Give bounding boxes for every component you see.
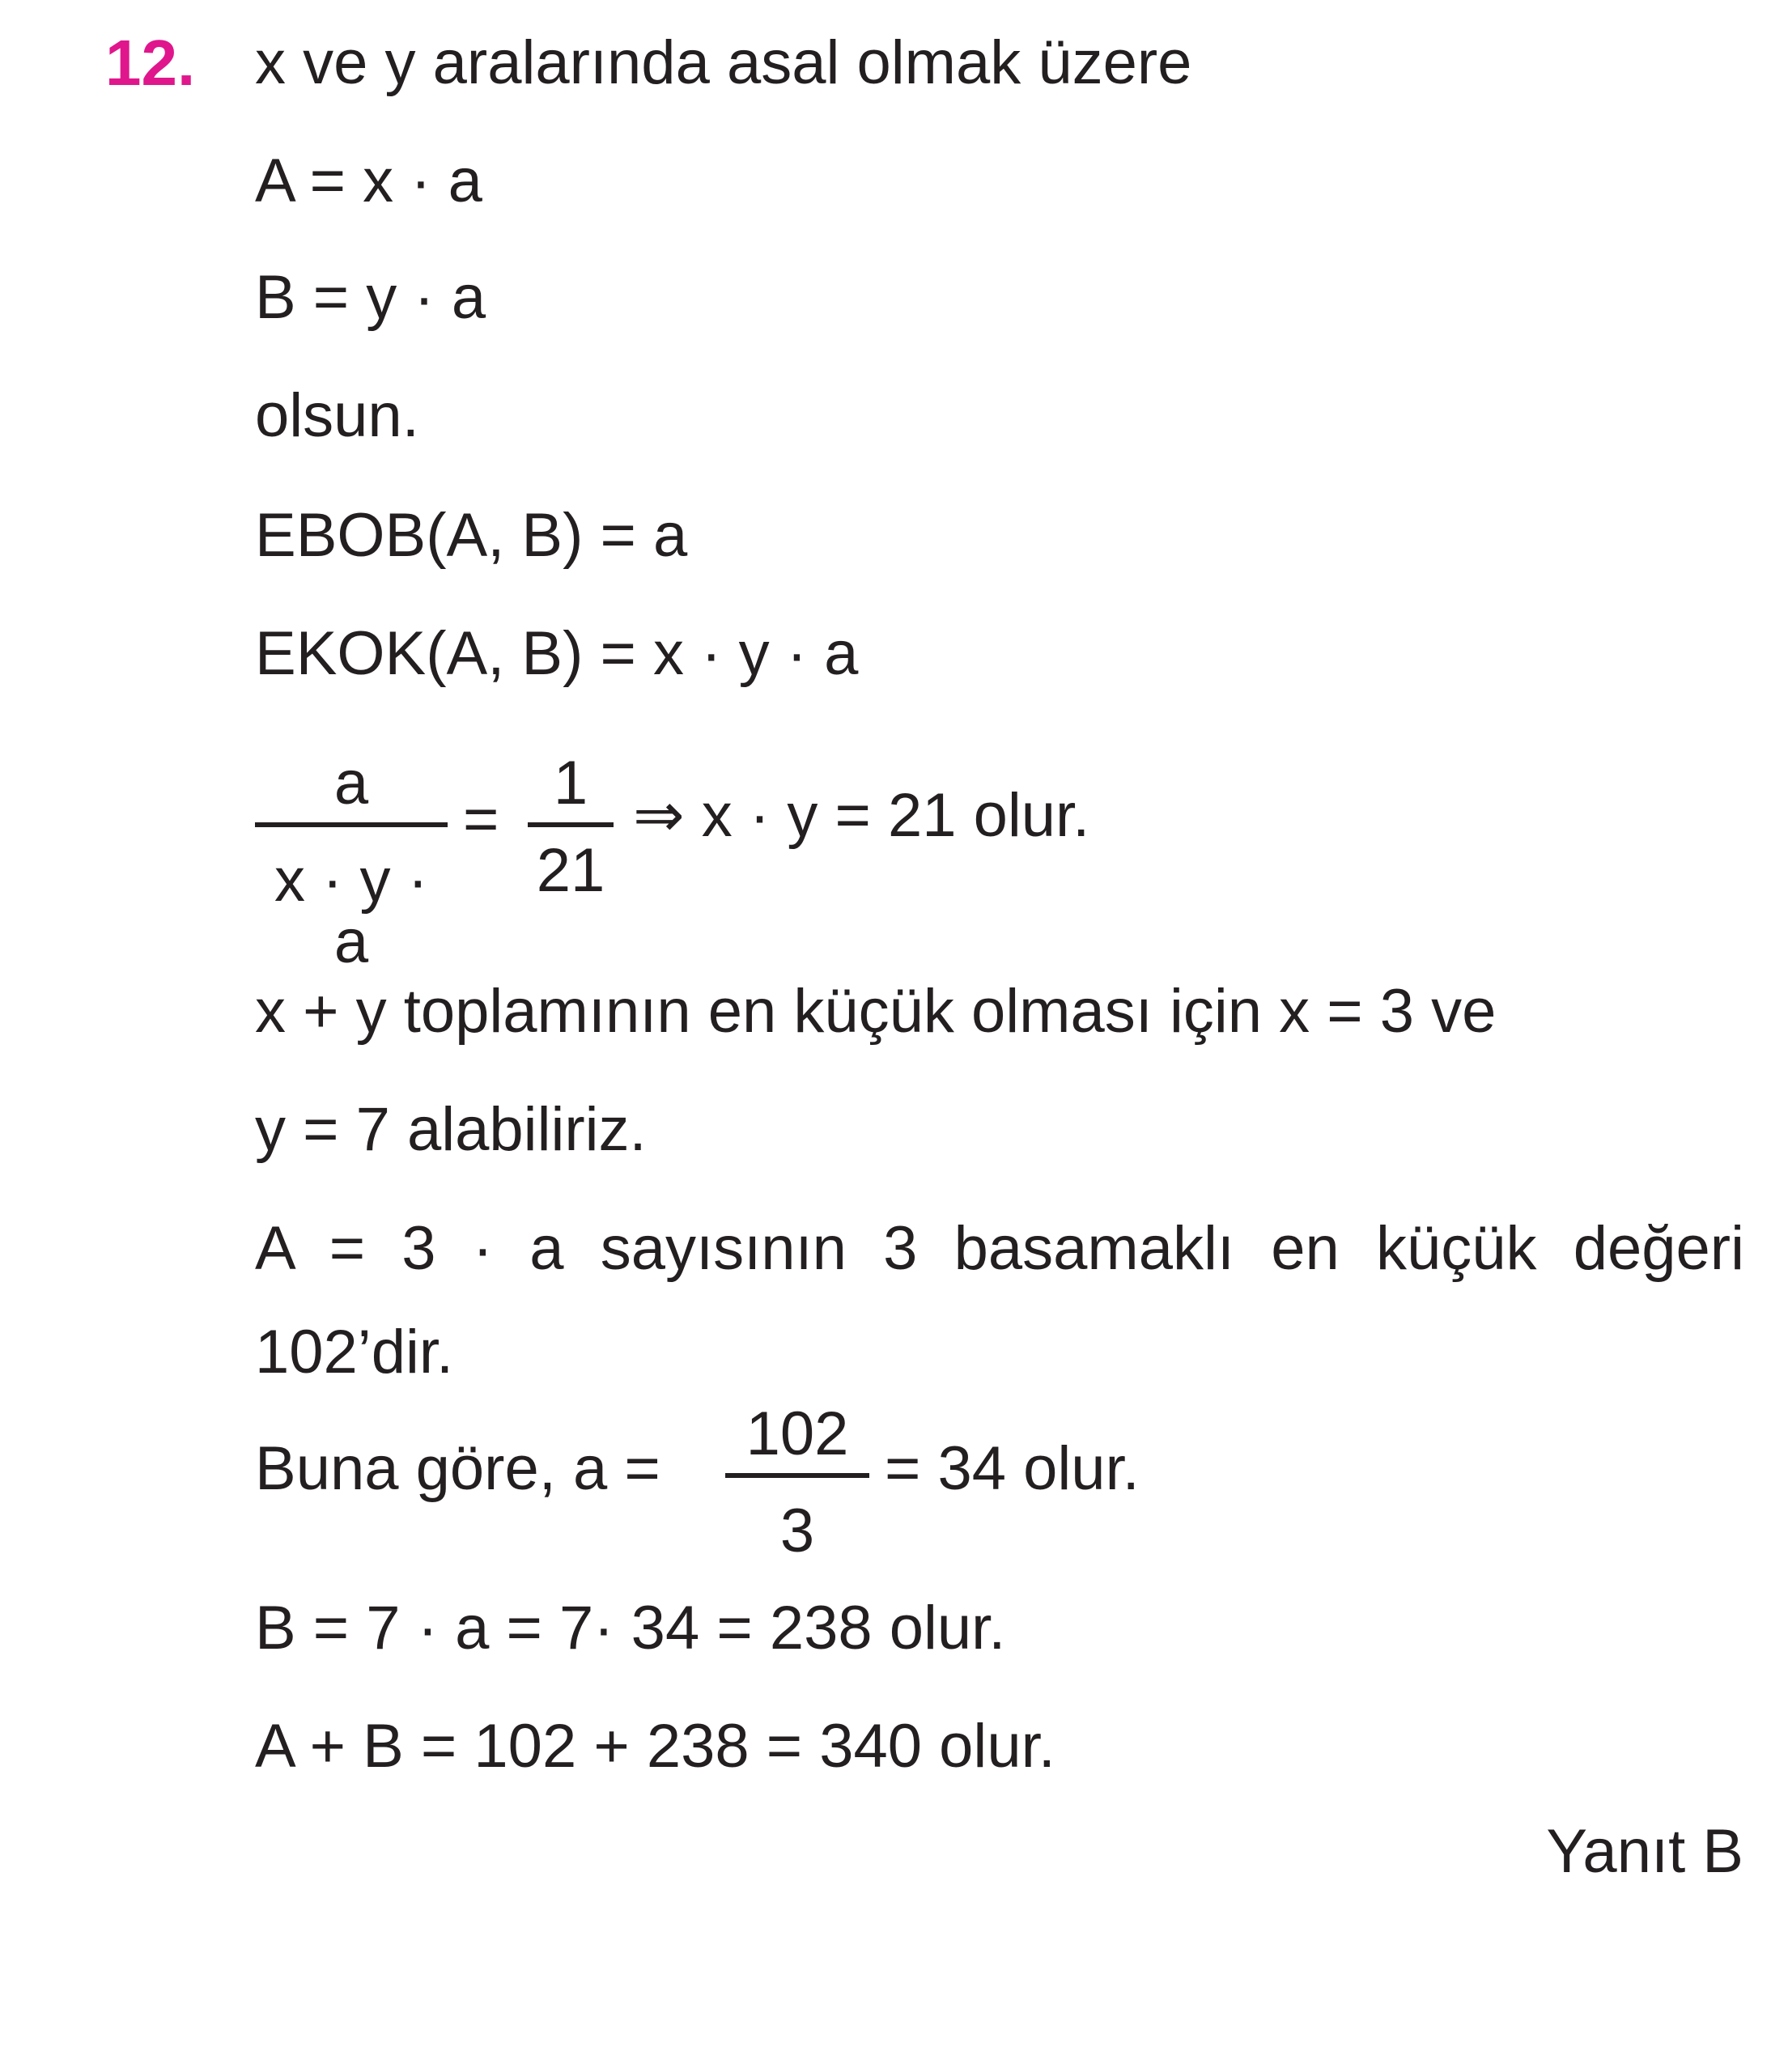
fraction-rhs-denominator: 21 <box>536 836 605 905</box>
fraction2-denominator: 3 <box>779 1497 815 1565</box>
sum-line-2: y = 7 alabiliriz. <box>255 1095 647 1164</box>
word: = <box>329 1214 366 1283</box>
fraction-102-over-3 <box>725 1399 869 1565</box>
fraction-bar <box>255 822 448 827</box>
word: A <box>255 1214 293 1283</box>
fraction-bar <box>528 822 614 827</box>
ekok-line: EKOK(A, B) = x · y · a <box>255 619 859 688</box>
question-number: 12. <box>105 27 196 99</box>
word: 3 · a <box>401 1214 564 1283</box>
question-intro: x ve y aralarında asal olmak üzere <box>255 28 1192 97</box>
b-definition: B = y · a <box>255 263 486 332</box>
fraction2-prefix: Buna göre, a = <box>255 1434 660 1503</box>
fraction2-numerator: 102 <box>745 1399 849 1468</box>
word: küçük <box>1375 1214 1537 1283</box>
fraction-a-over-xya <box>255 749 448 976</box>
olsun-text: olsun. <box>255 381 419 450</box>
fraction-denominator: x · y · a <box>274 846 428 976</box>
total-line: A + B = 102 + 238 = 340 olur. <box>255 1712 1055 1781</box>
b-value-line: B = 7 · a = 7· 34 = 238 olur. <box>255 1594 1006 1662</box>
ebob-line: EBOB(A, B) = a <box>255 501 688 570</box>
word: değeri <box>1573 1214 1744 1283</box>
fraction-one-over-21 <box>528 749 614 905</box>
fraction-rhs-numerator: 1 <box>553 749 588 817</box>
sum-line-1: x + y toplamının en küçük olması için x = 3 ve <box>255 977 1497 1046</box>
word: sayısının <box>600 1214 847 1283</box>
fraction-numerator: a <box>333 749 369 817</box>
fraction-bar <box>725 1473 869 1478</box>
word: en <box>1271 1214 1340 1283</box>
a-definition: A = x · a <box>255 146 482 215</box>
a-value-line-2: 102’dir. <box>255 1318 454 1386</box>
a-value-line-1 <box>255 1214 1744 1283</box>
word: basamaklı <box>953 1214 1234 1283</box>
fraction-result: ⇒ x · y = 21 olur. <box>633 781 1090 850</box>
fraction2-suffix: = 34 olur. <box>885 1434 1140 1503</box>
word: 3 <box>883 1214 918 1283</box>
answer-label: Yanıt B <box>1546 1817 1743 1886</box>
fraction-equals: = <box>463 785 499 854</box>
